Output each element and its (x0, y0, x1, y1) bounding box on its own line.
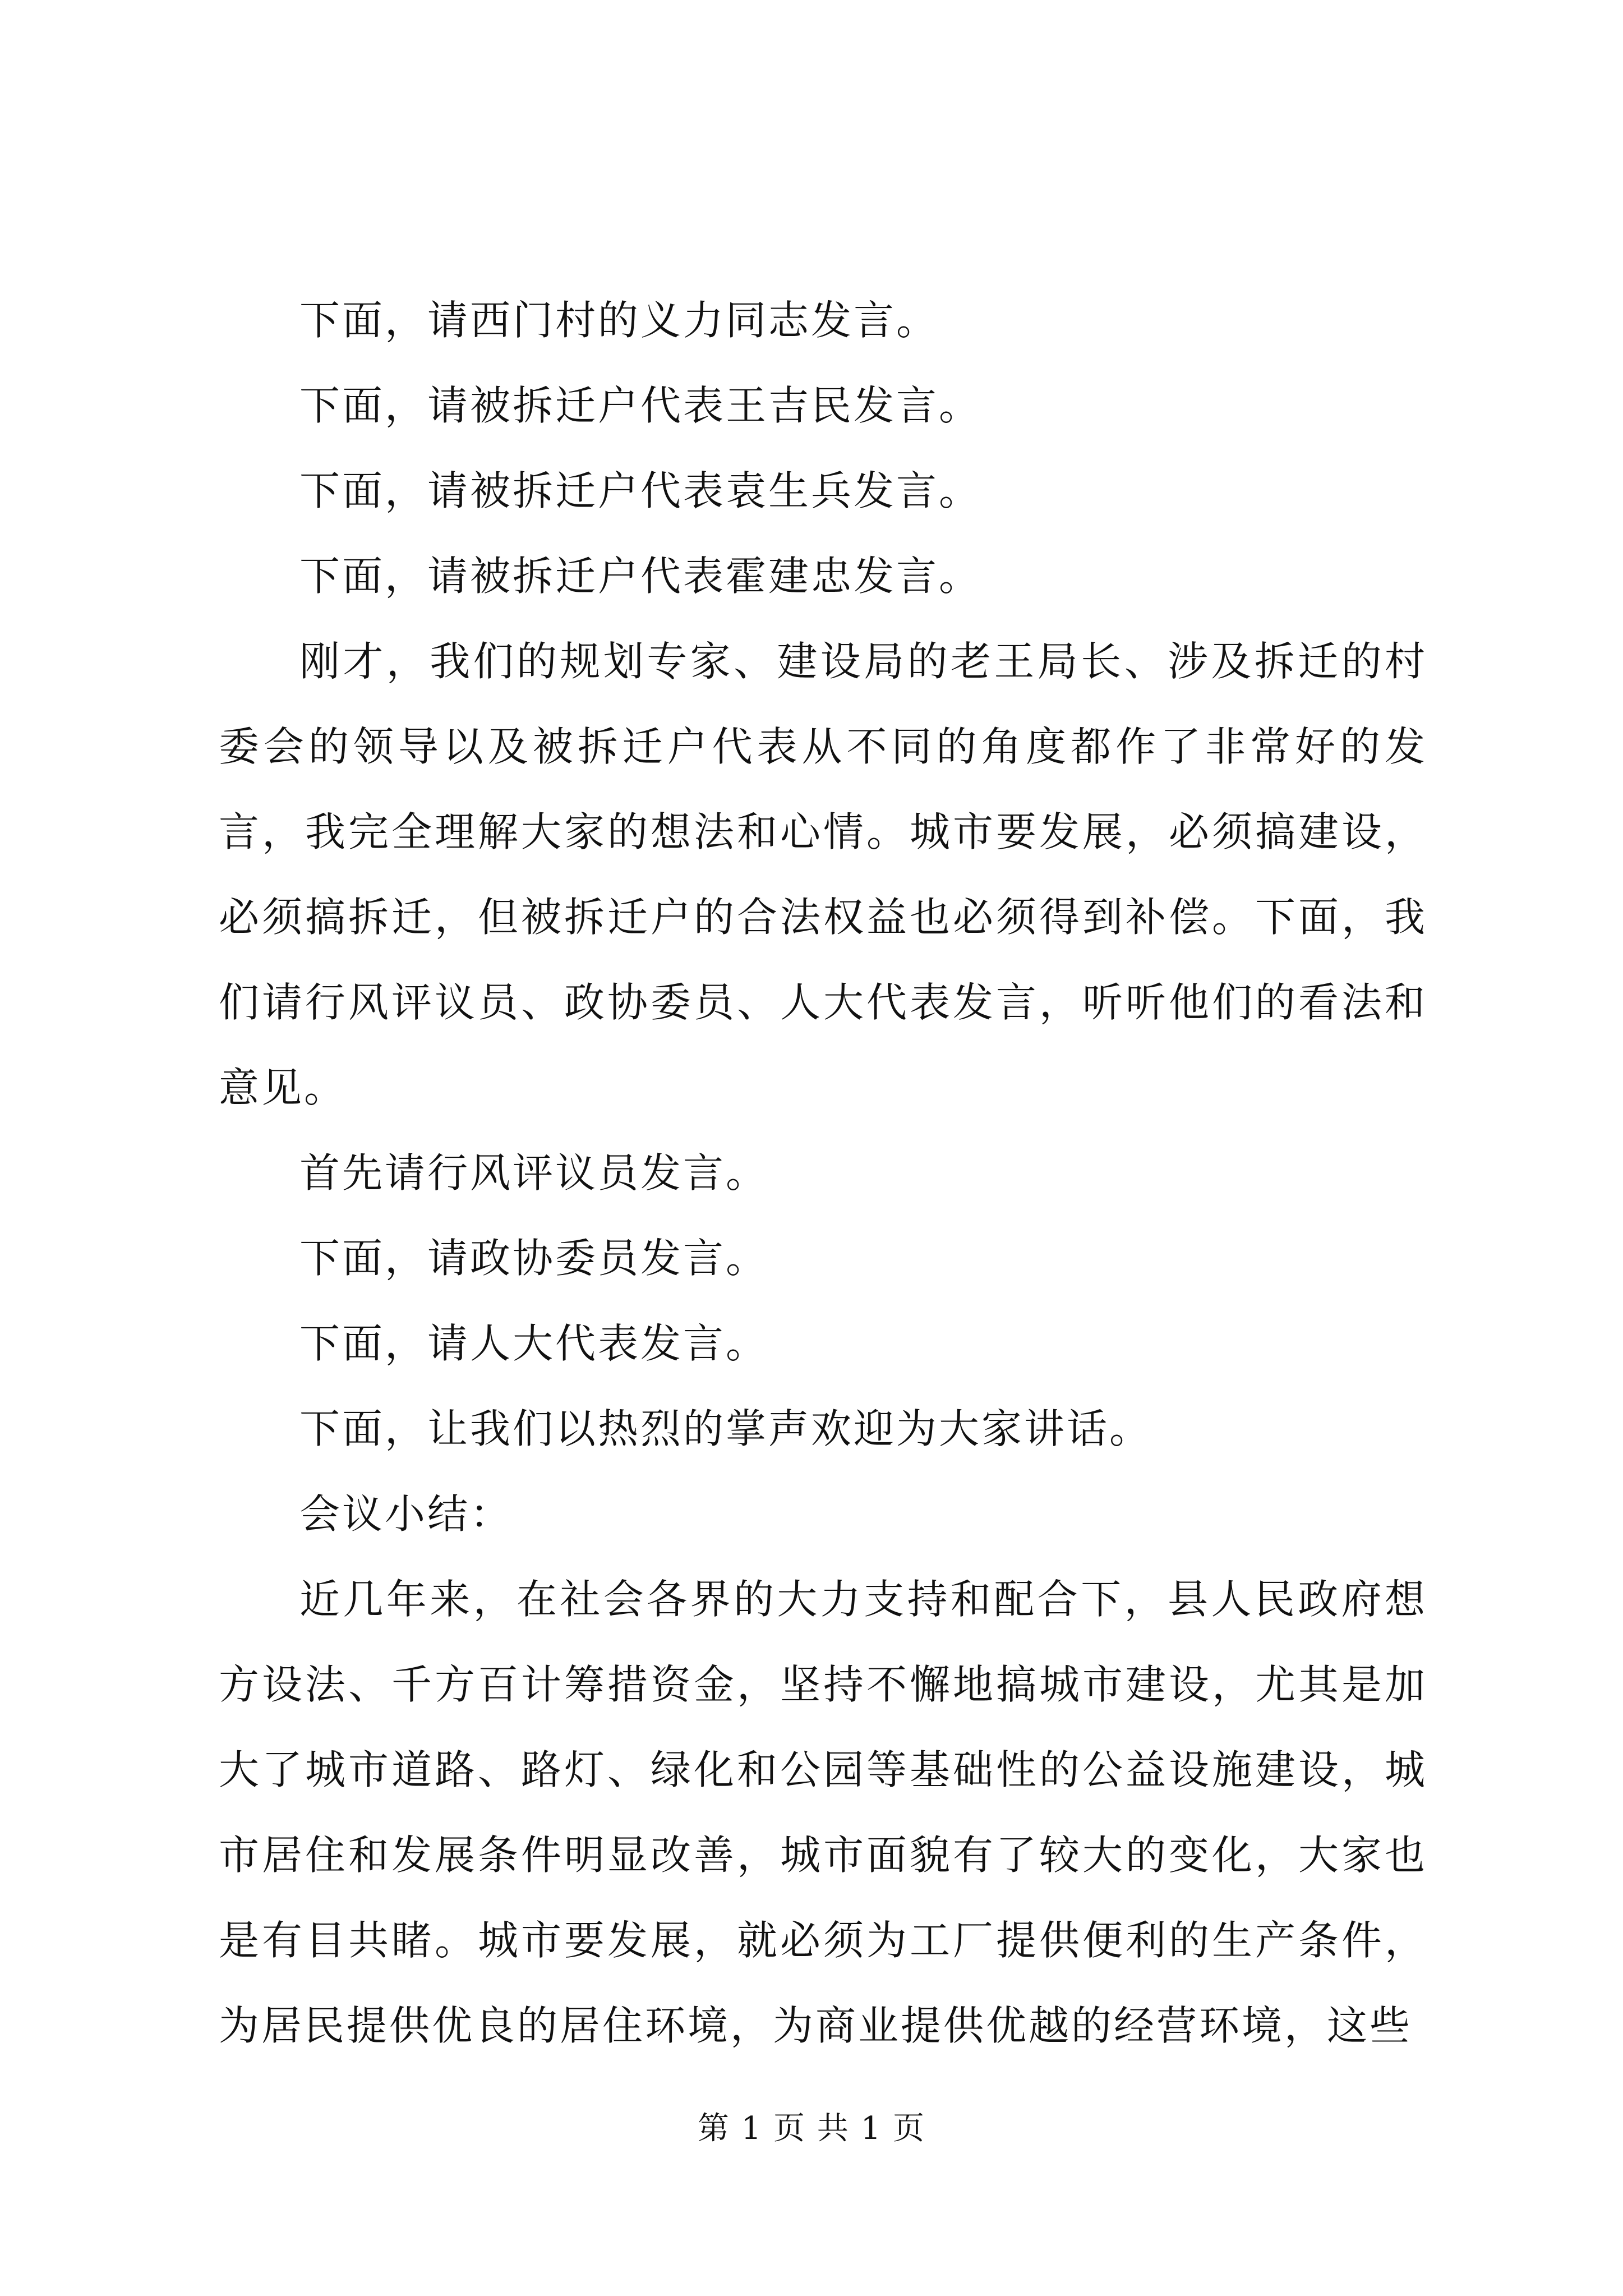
page-footer: 第 1 页 共 1 页 (697, 2110, 926, 2147)
paragraph-speaker-zhengxie: 下面，请政协委员发言。 (299, 1235, 769, 1282)
paragraph-summary-body: 近几年来，在社会各界的大力支持和配合下，县人民政府想方设法、千方百计筹措资金，坚持不懈地搞城市建设，尤其是加大了城市道路、路灯、绿化和公园等基础性的公益设施建设，城市居住和发展条件明显改善，城市面貌有了较大的变化，大家也是有目共睹。城市要发展，就必须为工厂提供便利的生产条件，为居民提供优良的居住环境，为商业提供优越的经营环境，这些 (219, 1576, 1427, 2049)
document-body (219, 278, 1427, 2068)
paragraph-speaker-huojianzhong: 下面，请被拆迁户代表霍建忠发言。 (299, 553, 982, 600)
paragraph-summary-heading: 会议小结： (299, 1490, 513, 1538)
paragraph-host-remarks: 刚才，我们的规划专家、建设局的老王局长、涉及拆迁的村委会的领导以及被拆迁户代表从不同的角度都作了非常好的发言，我完全理解大家的想法和心情。城市要发展，必须搞建设，必须搞拆迁，但被拆迁户的合法权益也必须得到补偿。下面，我们请行风评议员、政协委员、人大代表发言，听听他们的看法和意见。 (219, 638, 1427, 1111)
paragraph-applause-intro: 下面，让我们以热烈的掌声欢迎为大家讲话。 (299, 1405, 1152, 1452)
paragraph-speaker-wangjimin: 下面，请被拆迁户代表王吉民发言。 (299, 382, 982, 429)
paragraph-speaker-hangfeng: 首先请行风评议员发言。 (299, 1149, 769, 1197)
paragraph-speaker-ximencun: 下面，请西门村的义力同志发言。 (299, 297, 939, 344)
paragraph-speaker-renda: 下面，请人大代表发言。 (299, 1320, 769, 1367)
paragraph-speaker-yuanshengbing: 下面，请被拆迁户代表袁生兵发言。 (299, 467, 982, 514)
